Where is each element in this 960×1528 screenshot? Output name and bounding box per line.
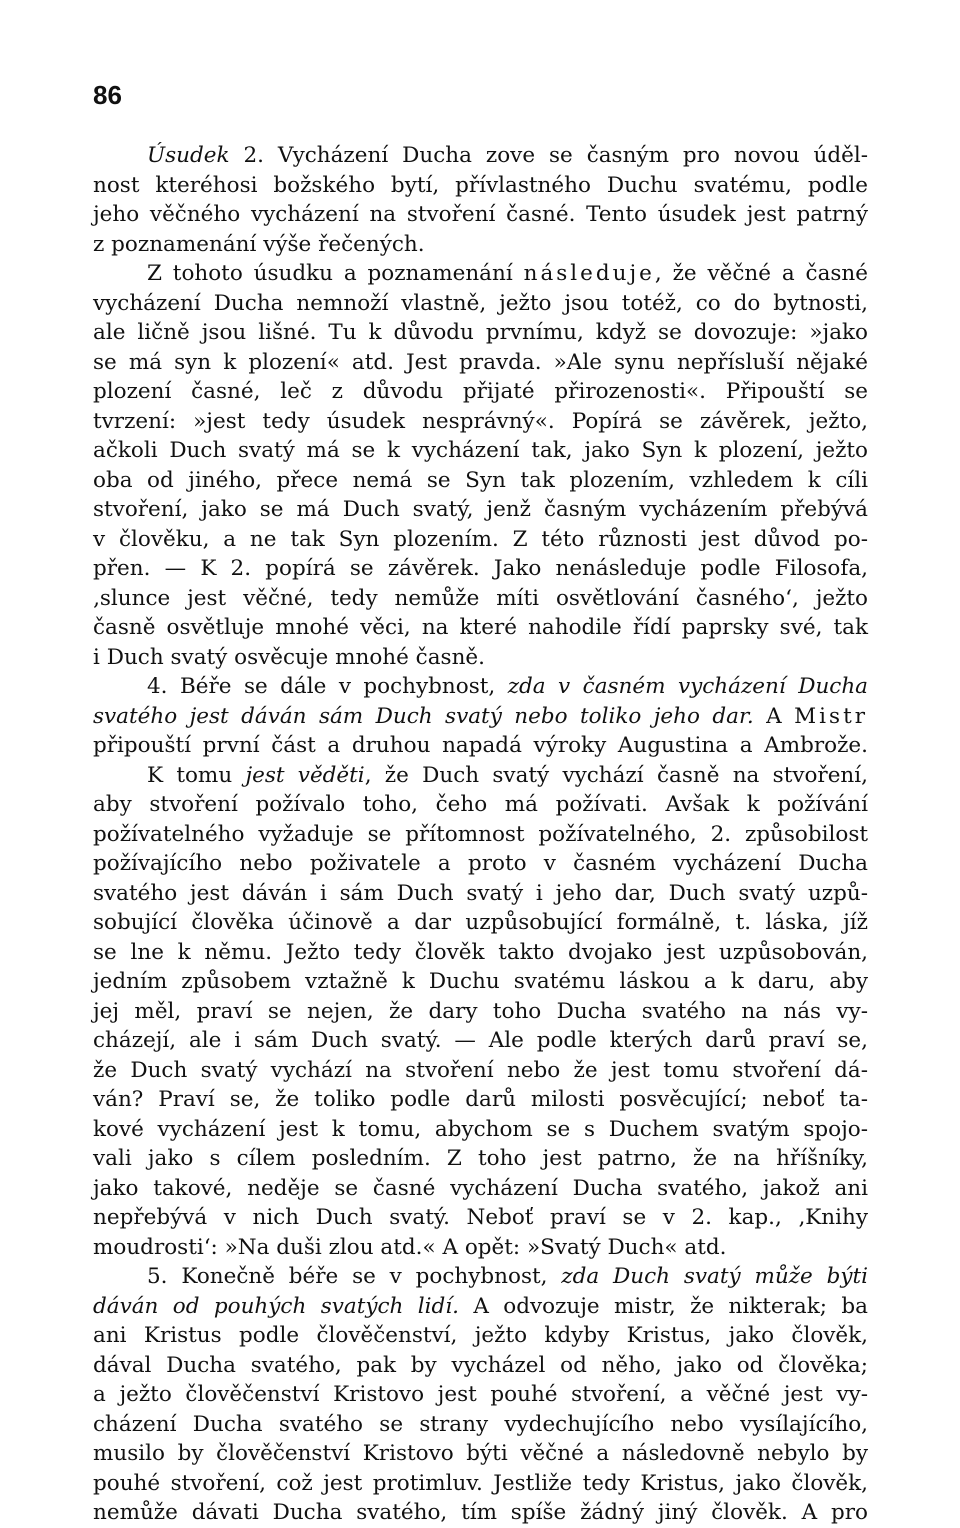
text-line: ‚slunce jest věčné, tedy nemůže míti osvětlování časného‘, ježto [93, 585, 868, 611]
italic-run: jest věděti [245, 762, 365, 788]
text-run: A odvozuje mistr, že nikterak; ba [458, 1293, 868, 1319]
text-line: vycházení Ducha nemnoží vlastně, ježto jsou totéž, co do bytnosti, [93, 290, 868, 316]
text-line: dával Ducha svatého, pak by vycházel od něho, jako od člověka; [93, 1352, 868, 1378]
text-line: ačkoli Duch svatý má se k vycházení tak, jako Syn k plození, ježto [93, 438, 868, 463]
text-line: jeho věčného vycházení na stvoření časné. Tento úsudek jest patrný [93, 202, 868, 227]
text-line: připouští první část a druhou napadá výroky Augustina a Ambrože. [93, 733, 868, 758]
text-run: Z tohoto úsudku a poznamenání [147, 261, 524, 286]
text-line: nost kteréhosi božského bytí, přívlastného Duchu svatému, podle [93, 172, 868, 198]
text-run: 2. Vycházení Ducha zove se časným pro novou úděl- [229, 143, 868, 168]
text-line: stvoření, jako se má Duch svatý, jenž časným vycházením přebývá [93, 497, 868, 522]
page-number: 86 [93, 80, 122, 110]
text-line: se lne k němu. Ježto tedy člověk takto dvojako jest uzpůsobován, [93, 939, 868, 965]
italic-run: zda Duch svatý může býti [561, 1264, 868, 1289]
italic-run: svatého jest dáván sám Duch svatý nebo toliko jeho dar. [93, 703, 754, 729]
text-line: nepřebývá v nich Duch svatý. Neboť praví se v 2. kap., ‚Knihy [93, 1205, 868, 1230]
text-run: A [753, 703, 795, 729]
text-line: se má syn k plození« atd. Jest pravda. »Ale synu nepřísluší nějaké [93, 349, 868, 375]
italic-run: Úsudek [147, 143, 230, 168]
text-line [93, 672, 868, 702]
text-line [93, 141, 868, 171]
text-run: K tomu [147, 762, 246, 788]
text-line: kové vycházení jest k tomu, abychom se s Duchem svatým spojo- [93, 1116, 868, 1142]
text-line: vali jako s cílem posledním. Z toho jest patrno, že na hříšníky, [93, 1146, 868, 1171]
text-line [93, 1292, 868, 1322]
text-line: sobující člověka účinově a dar uzpůsobující formálně, t. láska, jíž [93, 910, 868, 935]
text-line: musilo by člověčenství Kristovo býti věčné a následovně nebylo by [93, 1441, 868, 1466]
text-line [93, 702, 868, 732]
text-line: že Duch svatý vychází na stvoření nebo že jest tomu stvoření dá- [93, 1057, 868, 1083]
text-line: požívajícího nebo poživatele a proto v časném vycházení Ducha [93, 851, 868, 876]
text-line: jedním způsobem vztažně k Duchu svatému láskou a k daru, aby [93, 969, 868, 994]
text-line: nemůže dávati Ducha svatého, tím spíše žádný jiný člověk. A pro [93, 1500, 868, 1525]
text-line: ale ličně jsou lišné. Tu k důvodu prvnímu, když se dovozuje: »jako [93, 320, 868, 345]
text-run: 4. Béře se dále v pochybnost, [147, 674, 508, 699]
text-line [93, 259, 868, 289]
spaced-run: následuje [523, 261, 655, 286]
text-line: svatého jest dáván i sám Duch svatý i jeho dar, Duch svatý uzpů- [93, 880, 868, 906]
text-line: pouhé stvoření, což jest protimluv. Jestliže tedy Kristus, jako člověk, [93, 1470, 868, 1496]
text-line: časně osvětluje mnohé věci, na které nahodile řídí paprsky své, tak [93, 615, 868, 640]
text-line: plození časné, leč z důvodu přijaté přirozenosti«. Připouští se [93, 379, 868, 404]
text-line: oba od jiného, přece nemá se Syn tak plozením, vzhledem k cíli [93, 467, 868, 493]
italic-run: dáván od pouhých svatých lidí. [93, 1293, 459, 1319]
text-line: moudrosti‘: »Na duši zlou atd.« A opět: »Svatý Duch« atd. [93, 1234, 727, 1260]
text-line: cházení Ducha svatého se strany vydechujícího nebo vysílajícího, [93, 1411, 868, 1437]
text-line: ani Kristus podle člověčenství, ježto kdyby Kristus, jako člověk, [93, 1323, 868, 1348]
text-line: a ježto člověčenství Kristovo jest pouhé stvoření, a věčné jest vy- [93, 1382, 868, 1407]
text-line: jej měl, praví se nejen, že dary toho Ducha svatého na nás vy- [93, 998, 868, 1024]
text-line: cházejí, ale i sám Duch svatý. — Ale podle kterých darů praví se, [93, 1028, 868, 1053]
italic-run: zda v časném vycházení Ducha [507, 674, 868, 699]
text-line: v člověku, a ne tak Syn plozením. Z této různosti jest důvod po- [93, 526, 868, 552]
text-line [93, 1262, 868, 1292]
text-line: z poznamenání výše řečených. [93, 231, 425, 257]
text-run: 5. Konečně béře se v pochybnost, [147, 1264, 562, 1289]
text-line: jako takové, neděje se časné vycházení Ducha svatého, jakož ani [93, 1175, 868, 1201]
text-run: , že věčné a časné [654, 261, 868, 286]
text-line: i Duch svatý osvěcuje mnohé časně. [93, 644, 485, 670]
text-line: požívatelného vyžaduje se přítomnost požívatelného, 2. způsobilost [93, 821, 868, 847]
text-line: ván? Praví se, že toliko podle darů milosti posvěcující; neboť ta- [93, 1087, 868, 1112]
text-line: přen. — K 2. popírá se závěrek. Jako nenásleduje podle Filosofa, [93, 556, 868, 581]
spaced-run: Mistr [794, 703, 868, 729]
body-text [93, 141, 868, 1528]
text-line: tvrzení: »jest tedy úsudek nesprávný«. Popírá se závěrek, ježto, [93, 408, 868, 434]
text-line: aby stvoření požívalo toho, čeho má požívati. Avšak k požívání [93, 792, 868, 817]
text-run: , že Duch svatý vychází časně na stvoření, [364, 762, 868, 788]
text-line [93, 761, 868, 791]
